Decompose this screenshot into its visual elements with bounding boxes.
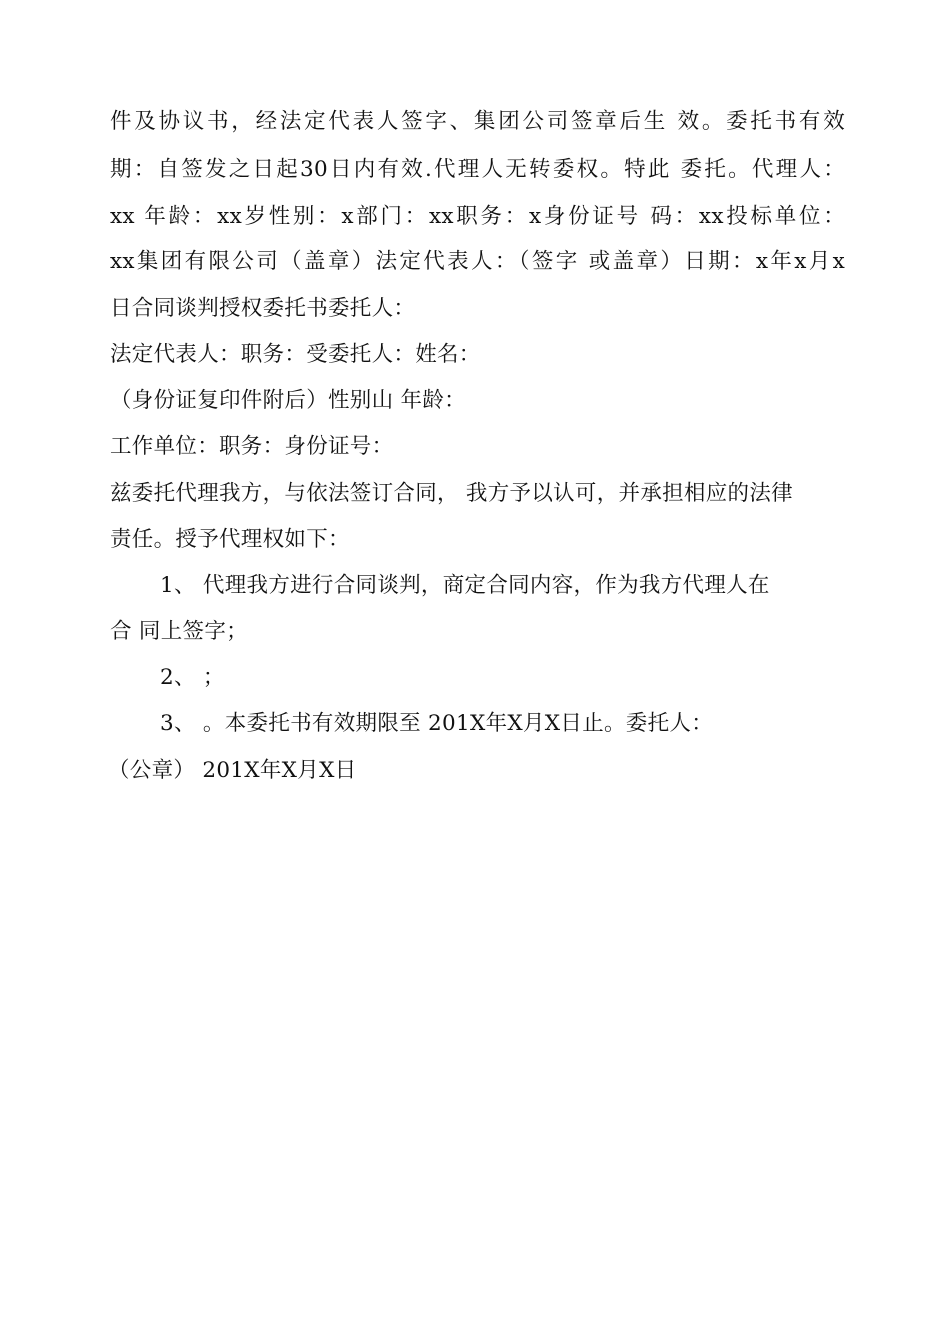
body-text-line-1: 件及协议书，经法定代表人签字、集团公司签章后生 效。委托书有效: [110, 109, 845, 134]
seal-and-date-line: （公章） 201X年X月X日: [108, 758, 357, 783]
list-item-2: 2、 ；: [160, 665, 225, 690]
list-item-3: 3、 。本委托书有效期限至 201X年X月X日止。委托人：: [160, 711, 714, 736]
list-item-1-continuation: 合 同上签字；: [110, 619, 248, 644]
body-text-line-5: 日合同谈判授权委托书委托人：: [110, 296, 416, 321]
body-text-line-3: xx 年龄：xx岁性别：x部门：xx职务：x身份证号 码：xx投标单位：: [110, 204, 845, 229]
body-text-line-9: 兹委托代理我方，与依法签订合同， 我方予以认可，并承担相应的法律: [110, 481, 793, 506]
list-item-1: 1、 代理我方进行合同谈判，商定合同内容，作为我方代理人在: [160, 573, 770, 598]
body-text-line-4: xx集团有限公司（盖章）法定代表人：（签字 或盖章）日期：x年x月x: [110, 249, 845, 274]
body-text-line-7: （身份证复印件附后）性别山 年龄：: [110, 388, 466, 413]
body-text-line-2: 期：自签发之日起30日内有效.代理人无转委权。特此 委托。代理人：: [110, 157, 845, 182]
body-text-line-8: 工作单位：职务：身份证号：: [110, 434, 394, 459]
body-text-line-6: 法定代表人：职务：受委托人：姓名：: [110, 342, 481, 367]
body-text-line-10: 责任。授予代理权如下：: [110, 527, 350, 552]
